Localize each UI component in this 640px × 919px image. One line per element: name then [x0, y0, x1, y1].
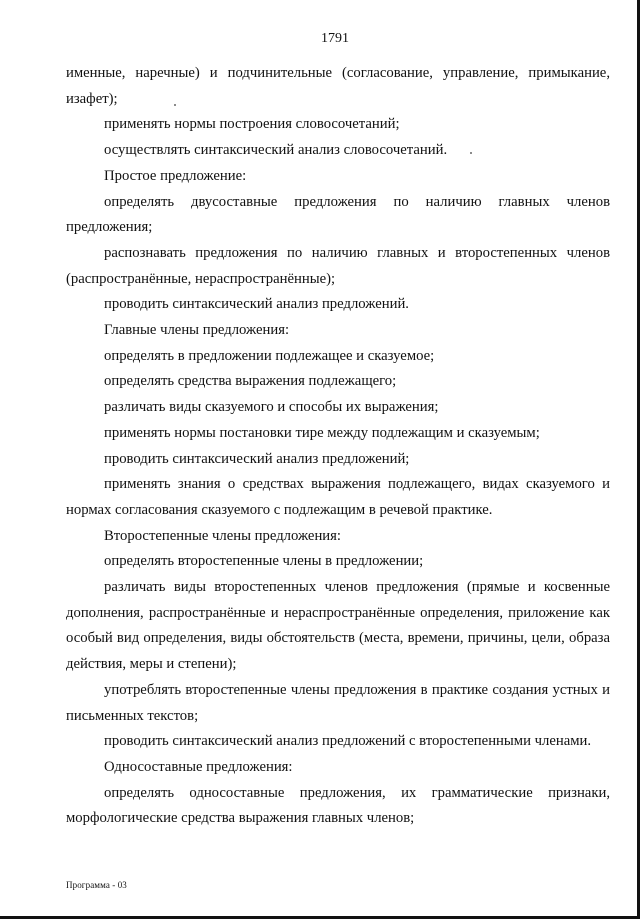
- footer-label: Программа - 03: [66, 880, 127, 890]
- paragraph: осуществлять синтаксический анализ словосочетаний.: [104, 142, 448, 159]
- paragraph: различать виды сказуемого и способы их выражения;: [104, 399, 439, 416]
- paragraph: распознавать предложения по наличию главных и второстепенных членов (распространённые, нераспространённые);: [66, 244, 610, 287]
- paragraph: Простое предложение:: [104, 167, 247, 184]
- paragraph: применять нормы постановки тире между подлежащим и сказуемым;: [104, 424, 540, 441]
- paragraph: определять второстепенные члены в предложении;: [104, 553, 424, 570]
- paragraph: определять средства выражения подлежащего;: [104, 373, 397, 390]
- document-body: [66, 61, 610, 832]
- paragraph: Односоставные предложения:: [104, 758, 293, 775]
- page-number: 1791: [321, 31, 349, 46]
- paragraph: различать виды второстепенных членов предложения (прямые и косвенные дополнения, распространённые и нераспространённые определения, приложение как особый вид определения, виды обстоятельств (места, времени, причины, цели, образа действия, меры и степени);: [66, 579, 610, 673]
- paragraph: именные, наречные) и подчинительные (согласование, управление, примыкание, изафет);: [66, 65, 610, 107]
- paragraph: Второстепенные члены предложения:: [104, 527, 342, 544]
- paragraph: применять нормы построения словосочетаний;: [104, 116, 400, 133]
- paragraph: Главные члены предложения:: [104, 322, 290, 339]
- paragraph: проводить синтаксический анализ предложений.: [104, 296, 409, 313]
- paragraph: применять знания о средствах выражения подлежащего, видах сказуемого и нормах согласования сказуемого с подлежащим в речевой практике.: [66, 476, 610, 518]
- paragraph: определять в предложении подлежащее и сказуемое;: [104, 347, 435, 364]
- scan-speck: [174, 104, 176, 106]
- paragraph: определять двусоставные предложения по наличию главных членов предложения;: [66, 193, 610, 236]
- paragraph: проводить синтаксический анализ предложений с второстепенными членами.: [104, 733, 592, 750]
- paragraph: проводить синтаксический анализ предложений;: [104, 450, 410, 467]
- paragraph: употреблять второстепенные члены предложения в практике создания устных и письменных текстов;: [66, 681, 610, 724]
- paragraph: определять односоставные предложения, их грамматические признаки, морфологические средства выражения главных членов;: [66, 784, 610, 827]
- scan-speck: [470, 152, 472, 154]
